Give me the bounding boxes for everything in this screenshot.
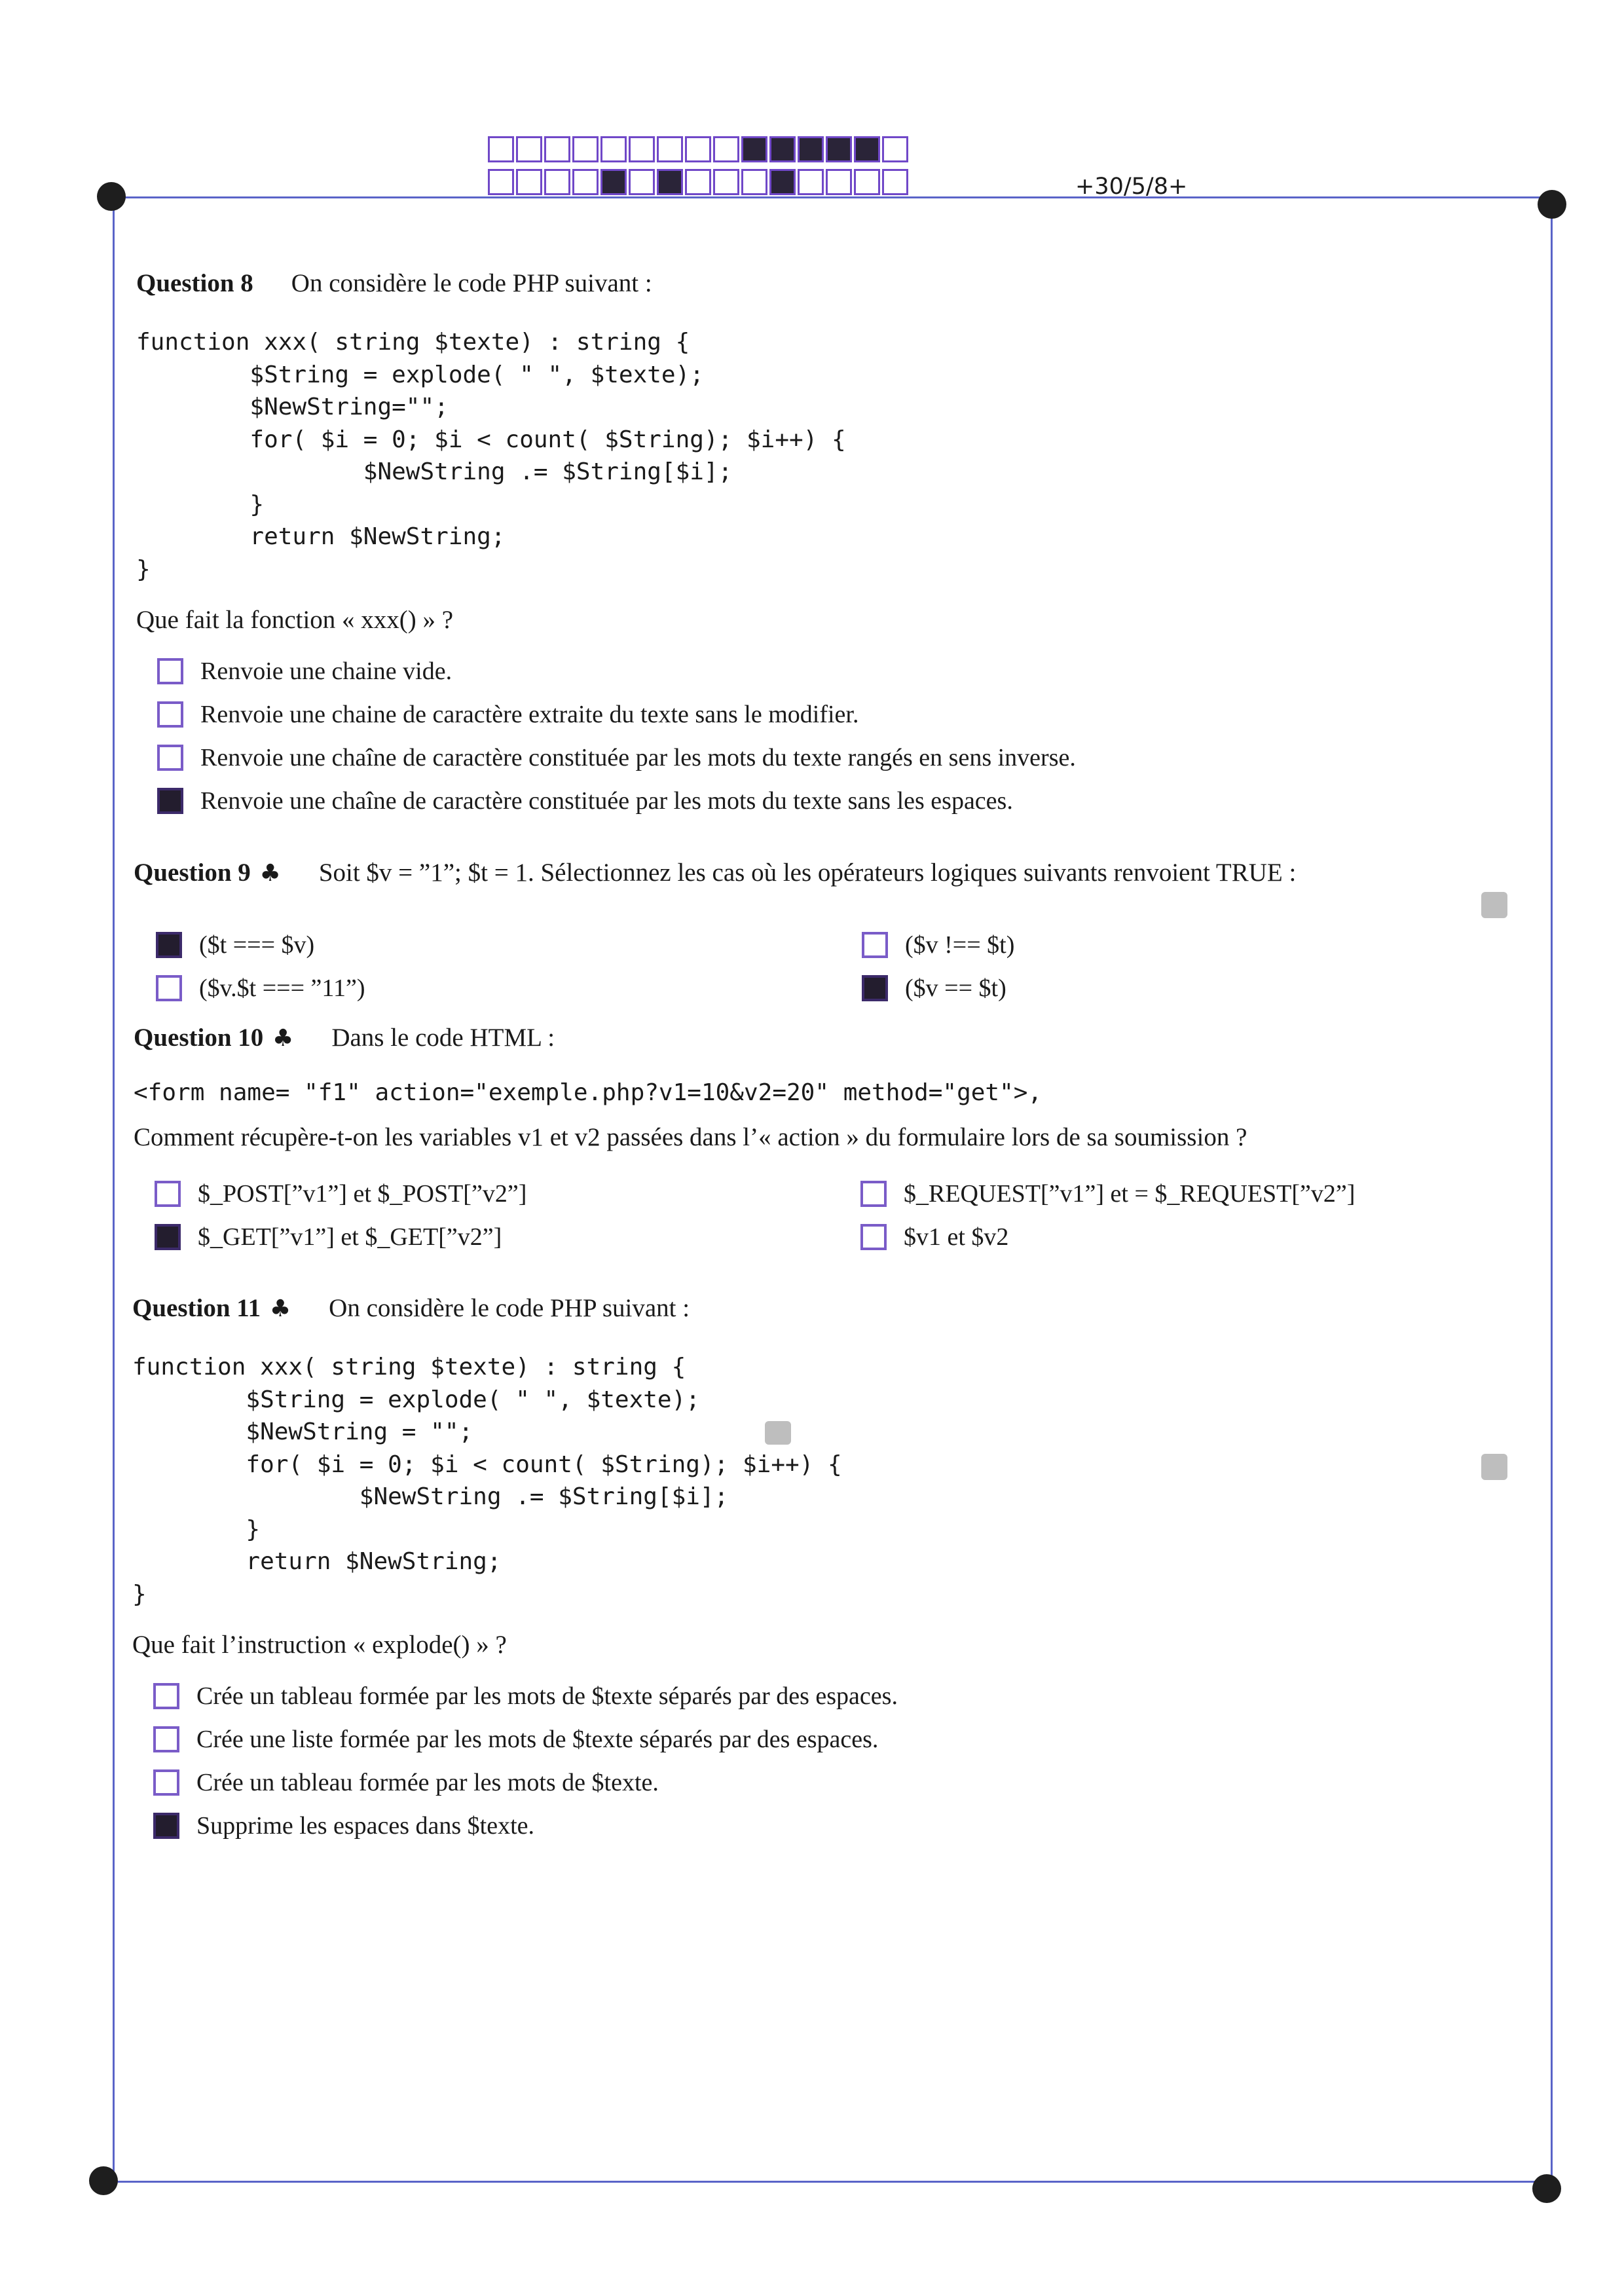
question-prompt: Que fait l’instruction « explode() » ?: [132, 1631, 507, 1659]
question-header: [136, 268, 1624, 308]
answer-option[interactable]: [155, 1215, 526, 1259]
answer-option[interactable]: [157, 693, 1624, 736]
answer-column-left: [156, 923, 365, 1010]
barcode-cell: [685, 136, 711, 162]
corner-marker-top-left: [97, 182, 126, 211]
answer-label: ($v == $t): [905, 974, 1006, 1002]
barcode-cell: [713, 136, 739, 162]
checkbox[interactable]: [155, 1181, 181, 1207]
scan-smudge: [765, 1421, 791, 1445]
barcode-cell: [882, 136, 908, 162]
barcode-cell: [882, 169, 908, 195]
barcode-cell: [629, 169, 655, 195]
answer-option[interactable]: [860, 1215, 1355, 1259]
answer-label: ($v !== $t): [905, 931, 1015, 959]
answer-label: Crée un tableau formée par les mots de $texte séparés par des espaces.: [196, 1682, 898, 1710]
page-id: +30/5/8+: [1075, 174, 1188, 200]
answer-option[interactable]: [157, 736, 1624, 779]
answer-list: [153, 1675, 1624, 1847]
barcode-cell: [488, 136, 514, 162]
question-header: [134, 1023, 1624, 1062]
barcode-cell: [741, 136, 767, 162]
barcode-cell: [826, 136, 852, 162]
barcode-cell: [657, 169, 683, 195]
frame-top: [113, 196, 1553, 198]
answer-label: ($v.$t === ”11”): [199, 974, 365, 1002]
answer-label: Supprime les espaces dans $texte.: [196, 1812, 535, 1840]
answer-option[interactable]: [156, 967, 365, 1010]
question-intro: On considère le code PHP suivant :: [291, 269, 652, 297]
club-icon: ♣: [272, 1025, 294, 1052]
checkbox[interactable]: [157, 658, 183, 684]
frame-bottom: [105, 2181, 1552, 2183]
checkbox[interactable]: [862, 975, 888, 1001]
club-icon: ♣: [269, 1295, 291, 1322]
club-icon: ♣: [259, 860, 281, 887]
barcode-cell: [769, 169, 796, 195]
answer-label: $_POST[”v1”] et $_POST[”v2”]: [198, 1179, 527, 1208]
code-block: function xxx( string $texte) : string { $String = explode( " ", $texte); $NewString = ""; for( $i = 0; $i < count( $String); $i++) { $NewString .= $String[$i]; } return $NewString; }: [132, 1354, 842, 1608]
checkbox[interactable]: [156, 932, 182, 958]
checkbox[interactable]: [153, 1726, 179, 1752]
question-number: Question 8: [136, 269, 253, 297]
answer-label: Renvoie une chaine de caractère extraite du texte sans le modifier.: [200, 701, 859, 728]
answer-option[interactable]: [153, 1761, 1624, 1804]
id-barcode-row-1: [488, 136, 910, 162]
scan-smudge: [1481, 1454, 1507, 1480]
question-header: [132, 1293, 1624, 1333]
answer-column-right: [860, 1172, 1355, 1259]
answer-option[interactable]: [155, 1172, 526, 1215]
answer-label: Renvoie une chaine vide.: [200, 657, 452, 685]
checkbox[interactable]: [156, 975, 182, 1001]
barcode-cell: [516, 136, 542, 162]
checkbox[interactable]: [860, 1181, 887, 1207]
barcode-cell: [572, 136, 599, 162]
answer-option[interactable]: [157, 779, 1624, 823]
answer-label: Renvoie une chaîne de caractère constituée par les mots du texte rangés en sens inverse.: [200, 744, 1076, 771]
barcode-cell: [854, 169, 880, 195]
question-intro: On considère le code PHP suivant :: [329, 1294, 690, 1322]
barcode-cell: [657, 136, 683, 162]
answer-option[interactable]: [862, 967, 1014, 1010]
checkbox[interactable]: [153, 1683, 179, 1709]
answer-option[interactable]: [153, 1718, 1624, 1761]
answer-label: Crée une liste formée par les mots de $texte séparés par des espaces.: [196, 1726, 879, 1753]
barcode-cell: [516, 169, 542, 195]
barcode-cell: [488, 169, 514, 195]
question-prompt: Comment récupère-t-on les variables v1 et v2 passées dans l’« action » du formulaire lors de sa soumission ?: [134, 1122, 1247, 1151]
frame-left: [113, 196, 115, 2181]
answer-grid: [155, 1172, 1624, 1259]
answer-label: Crée un tableau formée par les mots de $texte.: [196, 1769, 659, 1796]
scan-smudge: [1481, 892, 1507, 918]
checkbox[interactable]: [157, 745, 183, 771]
barcode-cell: [713, 169, 739, 195]
answer-option[interactable]: [157, 650, 1624, 693]
question-8: [136, 268, 1624, 823]
barcode-cell: [798, 169, 824, 195]
barcode-cell: [741, 169, 767, 195]
answer-column-left: [155, 1172, 526, 1259]
question-prompt: Que fait la fonction « xxx() » ?: [136, 606, 454, 634]
corner-marker-bottom-left: [89, 2166, 118, 2195]
answer-option[interactable]: [862, 923, 1014, 967]
checkbox[interactable]: [862, 932, 888, 958]
answer-label: ($t === $v): [199, 931, 315, 959]
answer-grid: [156, 923, 1624, 1010]
question-intro: Dans le code HTML :: [331, 1024, 555, 1052]
answer-label: Renvoie une chaîne de caractère constituée par les mots du texte sans les espaces.: [200, 787, 1013, 815]
barcode-cell: [600, 169, 627, 195]
code-block: function xxx( string $texte) : string { $String = explode( " ", $texte); $NewString=""; for( $i = 0; $i < count( $String); $i++) { $NewString .= $String[$i]; } return $NewString; }: [136, 329, 846, 583]
corner-marker-top-right: [1538, 190, 1566, 219]
checkbox[interactable]: [157, 701, 183, 728]
checkbox[interactable]: [155, 1224, 181, 1250]
barcode-cell: [798, 136, 824, 162]
barcode-cell: [600, 136, 627, 162]
barcode-cell: [544, 169, 570, 195]
checkbox[interactable]: [153, 1813, 179, 1839]
answer-option[interactable]: [153, 1804, 1624, 1847]
answer-label: $_GET[”v1”] et $_GET[”v2”]: [198, 1223, 502, 1251]
question-10: [134, 1023, 1624, 1259]
question-number-text: Question 11: [132, 1294, 261, 1322]
answer-label: $v1 et $v2: [904, 1223, 1009, 1251]
checkbox[interactable]: [153, 1769, 179, 1796]
question-number: [132, 1293, 291, 1323]
answer-option[interactable]: [153, 1675, 1624, 1718]
answer-option[interactable]: [156, 923, 365, 967]
code-block: <form name= "f1" action="exemple.php?v1=10&v2=20" method="get">,: [134, 1079, 1043, 1106]
question-number-text: Question 9: [134, 859, 251, 887]
question-9: [134, 858, 1624, 1010]
barcode-cell: [826, 169, 852, 195]
question-number-text: Question 10: [134, 1024, 264, 1052]
question-number: [134, 858, 281, 887]
id-barcode-row-2: [488, 169, 910, 195]
question-header: [134, 858, 1624, 897]
barcode-cell: [769, 136, 796, 162]
answer-label: $_REQUEST[”v1”] et = $_REQUEST[”v2”]: [904, 1179, 1356, 1208]
question-intro: Soit $v = ”1”; $t = 1. Sélectionnez les cas où les opérateurs logiques suivants renvoient TRUE :: [318, 859, 1297, 887]
answer-list: [157, 650, 1624, 823]
barcode-cell: [572, 169, 599, 195]
barcode-cell: [685, 169, 711, 195]
barcode-cell: [629, 136, 655, 162]
barcode-cell: [544, 136, 570, 162]
answer-column-right: [862, 923, 1014, 1010]
checkbox[interactable]: [860, 1224, 887, 1250]
answer-option[interactable]: [860, 1172, 1355, 1215]
corner-marker-bottom-right: [1532, 2174, 1561, 2203]
barcode-cell: [854, 136, 880, 162]
checkbox[interactable]: [157, 788, 183, 814]
question-11: [132, 1293, 1624, 1847]
question-number: [134, 1023, 293, 1052]
